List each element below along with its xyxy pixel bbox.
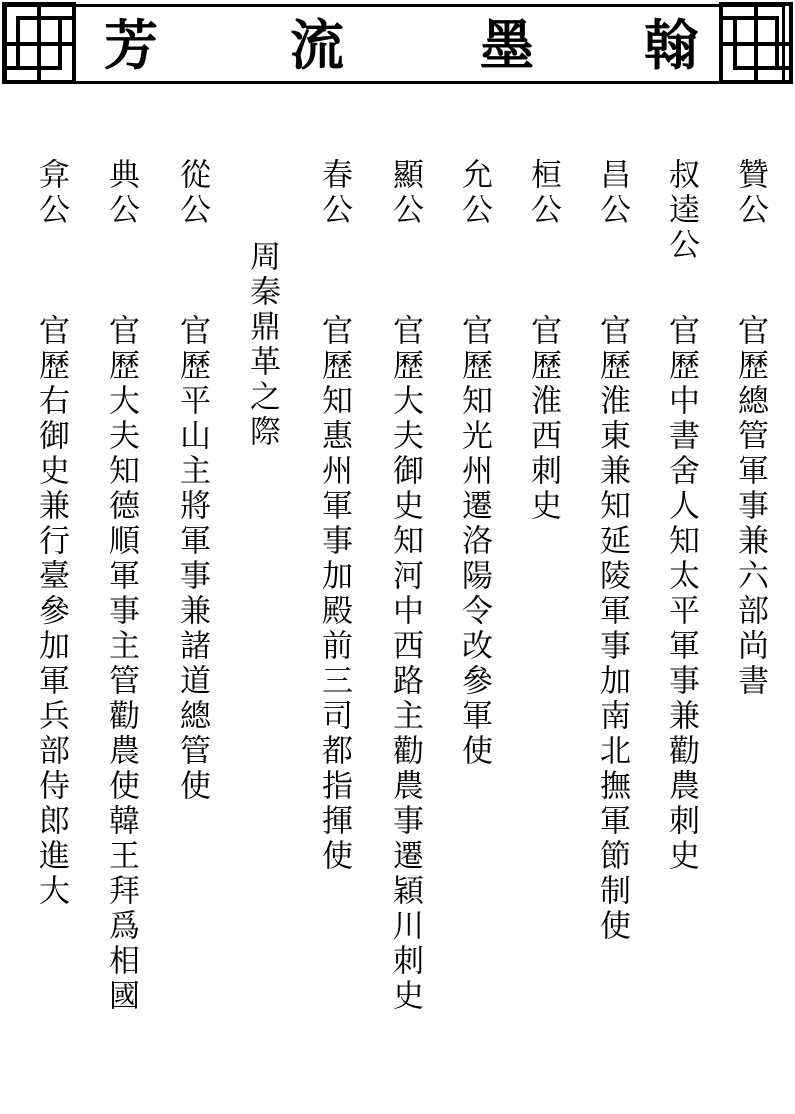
ancestor-office-2: 官歷中書舍人知太平軍事兼勸農刺史 [663,314,699,874]
ancestor-name-3: 昌公 [594,158,630,228]
title-char-4: 芳 [104,13,158,77]
ancestor-name-4: 桓公 [525,158,561,228]
title-char-2: 墨 [480,13,534,77]
fret-ornament-left [0,0,78,86]
ancestor-office-9: 官歷大夫知德順軍事主管勸農使韓王拜爲相國 [103,314,139,1014]
title-char-3: 流 [290,13,344,77]
ancestor-name-2: 叔逵公 [663,158,699,263]
ancestor-office-8: 官歷平山主將軍事兼諸道總管使 [174,314,210,804]
ancestor-office-3: 官歷淮東兼知延陵軍事加南北撫軍節制使 [594,314,630,944]
dynasty-transition-note: 周秦鼎革之際 [244,240,280,450]
ancestor-name-5: 允公 [456,158,492,228]
ancestor-office-1: 官歷總管軍事兼六部尚書 [732,314,768,699]
ancestor-office-7: 官歷知惠州軍事加殿前三司都指揮使 [316,314,352,874]
ancestor-name-8: 從公 [174,158,210,228]
ancestor-office-10: 官歷右御史兼行臺參加軍兵部侍郎進大 [33,314,69,909]
ancestor-name-7: 春公 [316,158,352,228]
ancestor-name-6: 顯公 [387,158,423,228]
title-char-1: 翰 [644,13,698,77]
ancestor-office-4: 官歷淮西刺史 [525,314,561,524]
ancestor-office-6: 官歷大夫御史知河中西路主勸農事遷穎川刺史 [387,314,423,1014]
fret-ornament-right [717,0,795,86]
ancestor-name-10: 弇公 [33,158,69,228]
ancestor-name-9: 典公 [103,158,139,228]
ancestor-office-5: 官歷知光州遷洛陽令改參軍使 [456,314,492,769]
header-banner [0,0,795,96]
ancestor-name-1: 贊公 [732,158,768,228]
